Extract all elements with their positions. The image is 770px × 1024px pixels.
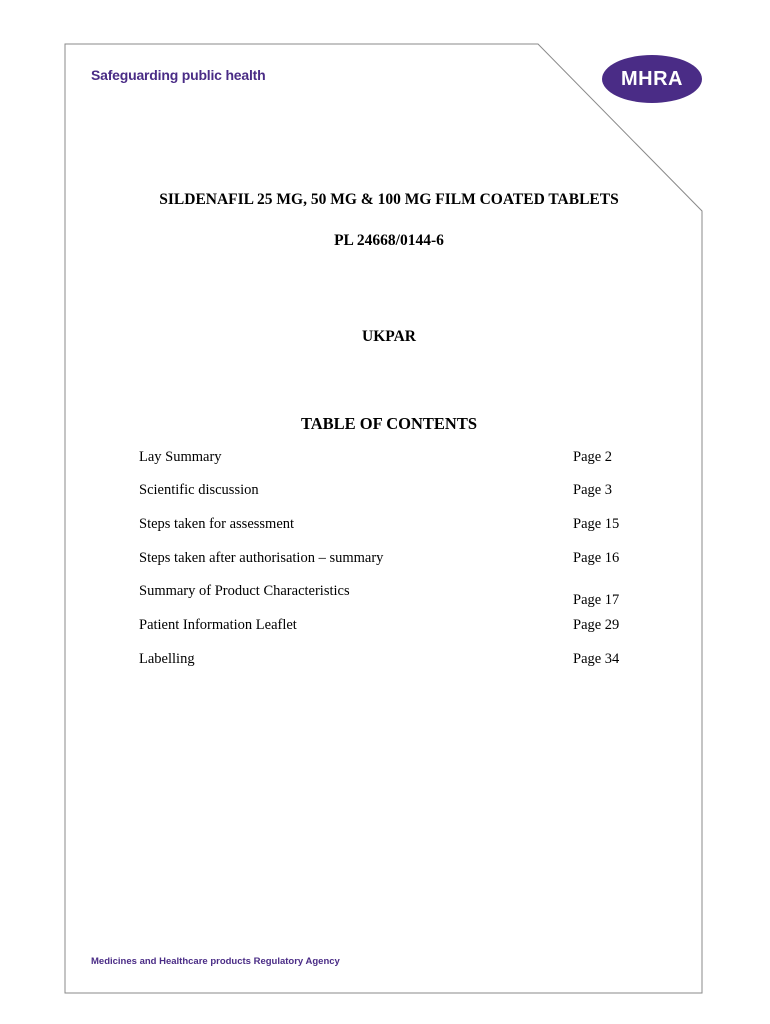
footer-agency-name: Medicines and Healthcare products Regulatory Agency [91, 956, 340, 967]
toc-item-label: Steps taken after authorisation – summary [139, 550, 384, 566]
toc-item-label: Lay Summary [139, 449, 222, 465]
toc-item-page: Page 29 [573, 617, 620, 633]
mhra-logo-text: MHRA [621, 68, 683, 90]
toc-item-label: Summary of Product Characteristics [139, 583, 350, 599]
header-tagline: Safeguarding public health [91, 67, 266, 83]
licence-number: PL 24668/0144-6 [334, 232, 444, 249]
toc-heading: TABLE OF CONTENTS [300, 414, 478, 433]
toc-item-page: Page 17 [573, 592, 620, 608]
report-type: UKPAR [362, 328, 416, 345]
toc-item-label: Steps taken for assessment [139, 516, 295, 532]
toc-item-label: Scientific discussion [139, 482, 259, 498]
toc-item-page: Page 15 [573, 516, 620, 532]
document-title: SILDENAFIL 25 MG, 50 MG & 100 MG FILM COATED TABLETS [159, 191, 619, 208]
toc-item-label: Labelling [139, 651, 195, 667]
toc-item-label: Patient Information Leaflet [139, 617, 297, 633]
toc-item-page: Page 16 [573, 550, 620, 566]
toc-item-page: Page 2 [573, 449, 613, 465]
toc-item-page: Page 34 [573, 651, 620, 667]
toc-item-page: Page 3 [573, 482, 613, 498]
